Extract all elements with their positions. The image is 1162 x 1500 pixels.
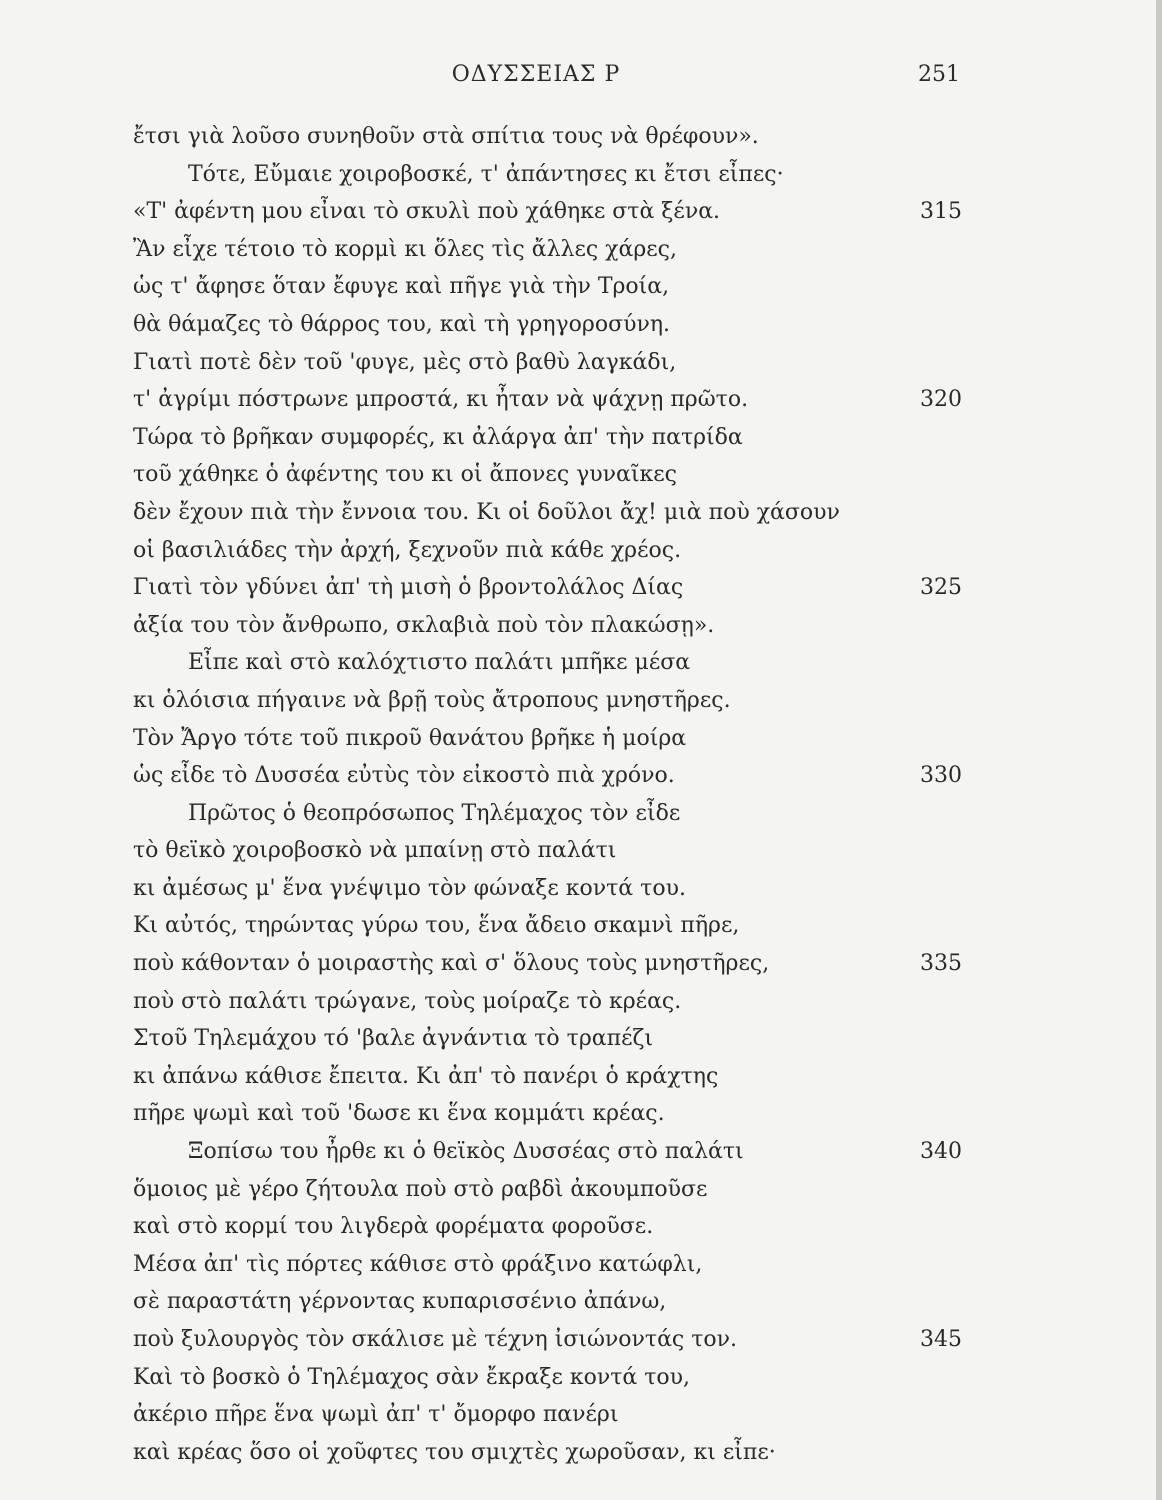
verse-line <box>0 644 1162 682</box>
verse-line-number: 320 <box>920 387 962 413</box>
verse-line <box>0 419 1162 457</box>
verse-line-text: πῆρε ψωμὶ καὶ τοῦ 'δωσε κι ἕνα κομμάτι κρέας. <box>133 1101 665 1127</box>
verse-line-number: 335 <box>920 951 962 977</box>
verse-line-text: σὲ παραστάτη γέρνοντας κυπαρισσένιο ἀπάνω, <box>133 1289 667 1315</box>
verse-line-text: ποὺ στὸ παλάτι τρώγανε, τοὺς μοίραζε τὸ κρέας. <box>133 988 682 1014</box>
verse-line-text: Καὶ τὸ βοσκὸ ὁ Τηλέμαχος σὰν ἔκραξε κοντά του, <box>133 1364 691 1390</box>
verse-line-text: ἔτσι γιὰ λοῦσο συνηθοῦν στὰ σπίτια τους νὰ θρέφουν». <box>133 124 759 149</box>
verse-line <box>0 1208 1162 1246</box>
verse-line-text: ὡς τ' ἄφησε ὅταν ἔφυγε καὶ πῆγε γιὰ τὴν Τροία, <box>133 274 670 300</box>
verse-line <box>0 607 1162 645</box>
running-header-title: ΟΔΥΣΣΕΙΑΣ Ρ <box>451 62 621 87</box>
verse-line-text: τὸ θεϊκὸ χοιροβοσκὸ νὰ μπαίνῃ στὸ παλάτι <box>133 838 617 864</box>
verse-line <box>0 494 1162 532</box>
verse-line-text: Μέσα ἀπ' τὶς πόρτες κάθισε στὸ φράξινο κατώφλι, <box>133 1251 703 1277</box>
verse-line <box>0 1359 1162 1397</box>
verse-line-number: 330 <box>920 763 962 789</box>
verse-line <box>0 344 1162 382</box>
verse-line-text: θὰ θάμαζες τὸ θάρρος του, καὶ τὴ γρηγοροσύνη. <box>133 311 671 337</box>
verse-line-text: Τώρα τὸ βρῆκαν συμφορές, κι ἀλάργα ἀπ' τὴν πατρίδα <box>133 424 743 450</box>
verse-line-text: Κι αὐτός, τηρώντας γύρω του, ἕνα ἄδειο σκαμνὶ πῆρε, <box>133 913 740 939</box>
verse-line <box>0 1058 1162 1096</box>
verse-line <box>0 1171 1162 1209</box>
verse-line-text: καὶ κρέας ὅσο οἱ χοῦφτες του σμιχτὲς χωροῦσαν, κι εἶπε· <box>133 1439 776 1465</box>
verse-line <box>0 1133 1162 1171</box>
verse-line <box>0 231 1162 269</box>
verse-line <box>0 870 1162 908</box>
verse-line-text: καὶ στὸ κορμί του λιγδερὰ φορέματα φοροῦσε. <box>133 1214 654 1240</box>
verse-line-text: «Τ' ἀφέντη μου εἶναι τὸ σκυλὶ ποὺ χάθηκε στὰ ξένα. <box>133 199 721 225</box>
verse-line-text: κι ἀπάνω κάθισε ἔπειτα. Κι ἀπ' τὸ πανέρι ὁ κράχτης <box>133 1063 719 1089</box>
verse-line <box>0 720 1162 758</box>
verse-line-text: Τὸν Ἄργο τότε τοῦ πικροῦ θανάτου βρῆκε ἡ μοίρα <box>133 725 687 751</box>
verse-line-text: ὡς εἶδε τὸ Δυσσέα εὐτὺς τὸν εἰκοστὸ πιὰ χρόνο. <box>133 763 675 789</box>
verse-line-number: 325 <box>920 575 962 601</box>
verse-line-text: τοῦ χάθηκε ὁ ἀφέντης του κι οἱ ἄπονες γυναῖκες <box>133 462 677 488</box>
verse-line-text: κι ἀμέσως μ' ἕνα γνέψιμο τὸν φώναξε κοντά του. <box>133 875 686 901</box>
verse-line <box>0 1020 1162 1058</box>
verse-line-text: Εἶπε καὶ στὸ καλόχτιστο παλάτι μπῆκε μέσα <box>188 650 691 676</box>
verse-line-text: ἀκέριο πῆρε ἕνα ψωμὶ ἀπ' τ' ὄμορφο πανέρι <box>133 1402 619 1428</box>
verse-line-text: ὅμοιος μὲ γέρο ζήτουλα ποὺ στὸ ραβδὶ ἀκουμποῦσε <box>133 1176 708 1202</box>
verse-line <box>0 945 1162 983</box>
poem-text-block <box>0 118 1162 1471</box>
verse-line <box>0 268 1162 306</box>
verse-line <box>0 1321 1162 1359</box>
verse-line-text: Ἂν εἶχε τέτοιο τὸ κορμὶ κι ὅλες τὶς ἄλλες χάρες, <box>133 236 677 262</box>
verse-line-number: 340 <box>920 1139 962 1165</box>
verse-line-text: τ' ἀγρίμι πόστρωνε μπροστά, κι ἦταν νὰ ψάχνῃ πρῶτο. <box>133 387 749 413</box>
verse-line <box>0 569 1162 607</box>
verse-line <box>0 193 1162 231</box>
verse-line-text: δὲν ἔχουν πιὰ τὴν ἔννοια του. Κι οἱ δοῦλοι ἄχ! μιὰ ποὺ χάσουν <box>133 499 840 525</box>
verse-line-text: οἱ βασιλιάδες τὴν ἀρχή, ξεχνοῦν πιὰ κάθε χρέος. <box>133 537 682 563</box>
verse-line <box>0 907 1162 945</box>
verse-line <box>0 1246 1162 1284</box>
verse-line-text: Στοῦ Τηλεμάχου τό 'βαλε ἀγνάντια τὸ τραπέζι <box>133 1026 654 1052</box>
verse-line <box>0 456 1162 494</box>
verse-line-text: Γιατὶ τὸν γδύνει ἀπ' τὴ μισὴ ὁ βροντολάλος Δίας <box>133 575 684 601</box>
verse-line <box>0 532 1162 570</box>
verse-line <box>0 832 1162 870</box>
verse-line <box>0 757 1162 795</box>
verse-line-text: Τότε, Εὔμαιε χοιροβοσκέ, τ' ἀπάντησες κι ἔτσι εἶπες· <box>188 161 784 187</box>
verse-line <box>0 118 1162 156</box>
verse-line-number: 315 <box>920 199 962 225</box>
verse-line-number: 345 <box>920 1327 962 1352</box>
verse-line <box>0 306 1162 344</box>
verse-line <box>0 983 1162 1021</box>
page-number: 251 <box>918 62 960 87</box>
verse-line <box>0 1396 1162 1434</box>
verse-line-text: ἀξία του τὸν ἄνθρωπο, σκλαβιὰ ποὺ τὸν πλακώσῃ». <box>133 612 715 638</box>
verse-line-text: ποὺ ξυλουργὸς τὸν σκάλισε μὲ τέχνη ἰσιώνοντάς τον. <box>133 1327 738 1352</box>
verse-line <box>0 1283 1162 1321</box>
verse-line <box>0 795 1162 833</box>
verse-line-text: Πρῶτος ὁ θεοπρόσωπος Τηλέμαχος τὸν εἶδε <box>188 800 681 826</box>
verse-line-text: Ξοπίσω του ἦρθε κι ὁ θεϊκὸς Δυσσέας στὸ παλάτι <box>188 1139 744 1165</box>
page-edge <box>1156 0 1162 1500</box>
verse-line <box>0 1434 1162 1472</box>
verse-line <box>0 156 1162 194</box>
verse-line-text: Γιατὶ ποτὲ δὲν τοῦ 'φυγε, μὲς στὸ βαθὺ λαγκάδι, <box>133 349 677 375</box>
verse-line-text: κι ὁλόισια πήγαινε νὰ βρῇ τοὺς ἄτροπους μνηστῆρες. <box>133 687 731 713</box>
verse-line-text: ποὺ κάθονταν ὁ μοιραστὴς καὶ σ' ὅλους τοὺς μνηστῆρες, <box>133 951 770 977</box>
verse-line <box>0 381 1162 419</box>
verse-line <box>0 682 1162 720</box>
verse-line <box>0 1095 1162 1133</box>
